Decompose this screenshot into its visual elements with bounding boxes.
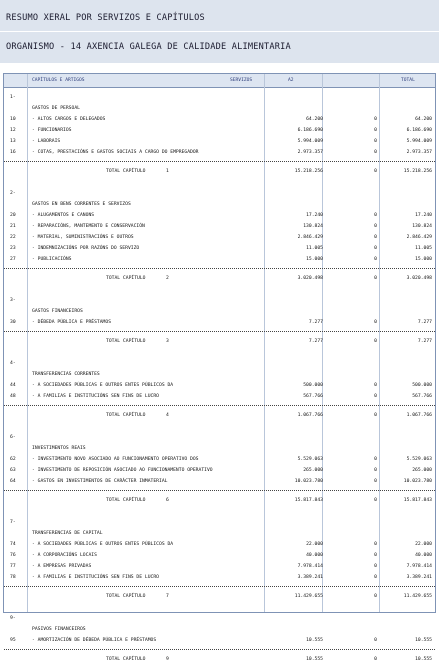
table-row (4, 477, 435, 488)
chapter-title-row (4, 444, 435, 455)
table-row (4, 381, 435, 392)
article-zero-amount: 0 (374, 224, 377, 229)
chapter-total-number: 9 (166, 657, 169, 662)
article-total-amount: 11.005 (415, 246, 432, 251)
article-code: 63 (10, 468, 16, 473)
report-title (0, 0, 439, 31)
chapter-total-amount: 3.020.498 (406, 276, 432, 281)
article-description: - A SOCIEDADES PÚBLICAS E OUTROS ENTES PÚBLICOS DA (32, 383, 174, 388)
article-description: - GASTOS EN INVESTIMENTOS DE CARÁCTER INMATERIAL (32, 479, 168, 484)
chapter-code: 9- (10, 616, 16, 621)
chapter-total-number: 1 (166, 169, 169, 174)
article-code: 77 (10, 564, 16, 569)
chapter-title-row (4, 307, 435, 318)
chapter-total-label: TOTAL CAPÍTULO (106, 276, 146, 281)
article-total-amount: 265.000 (412, 468, 432, 473)
article-code: 44 (10, 383, 16, 388)
table-row (4, 318, 435, 329)
article-a2-amount: 17.240 (306, 213, 323, 218)
table-row (4, 466, 435, 477)
article-zero-amount: 0 (374, 128, 377, 133)
article-a2-amount: 6.186.690 (297, 128, 323, 133)
chapter-total-zero: 0 (374, 594, 377, 599)
chapter-total-row (4, 496, 435, 507)
article-total-amount: 64.200 (415, 117, 432, 122)
subtotal-separator (4, 161, 435, 162)
chapter-total-zero: 0 (374, 498, 377, 503)
chapter-total-a2: 10.555 (306, 657, 323, 662)
chapter-code-row (4, 189, 435, 200)
table-header (4, 74, 435, 88)
article-description: - INDEMNIZACIÓNS POR RAZÓNS DO SERVIZO (32, 246, 140, 251)
chapter-total-zero: 0 (374, 169, 377, 174)
chapter-total-zero: 0 (374, 657, 377, 662)
column-header-total: TOTAL (401, 78, 415, 83)
column-header-a2: A2 (288, 78, 294, 83)
article-a2-amount: 15.000 (306, 257, 323, 262)
article-code: 62 (10, 457, 16, 462)
table-row (4, 573, 435, 584)
article-description: - PUBLICACIÓNS (32, 257, 72, 262)
chapter-code: 4- (10, 361, 16, 366)
table-row (4, 255, 435, 266)
article-zero-amount: 0 (374, 139, 377, 144)
chapter-title: PASIVOS FINANCEIROS (32, 627, 86, 632)
table-row (4, 148, 435, 159)
article-a2-amount: 11.005 (306, 246, 323, 251)
article-zero-amount: 0 (374, 638, 377, 643)
table-row (4, 392, 435, 403)
table-row (4, 540, 435, 551)
subtotal-separator (4, 405, 435, 406)
article-total-amount: 2.846.429 (406, 235, 432, 240)
article-zero-amount: 0 (374, 575, 377, 580)
chapter-code-row (4, 614, 435, 625)
chapter-total-zero: 0 (374, 339, 377, 344)
chapter-total-row (4, 655, 435, 666)
article-total-amount: 5.994.009 (406, 139, 432, 144)
chapter-total-amount: 10.555 (415, 657, 432, 662)
chapter-code-row (4, 359, 435, 370)
chapter-total-amount: 11.429.655 (403, 594, 432, 599)
article-code: 21 (10, 224, 16, 229)
article-description: - FUNCIONARIOS (32, 128, 72, 133)
table-row (4, 551, 435, 562)
article-total-amount: 17.240 (415, 213, 432, 218)
article-description: - INVESTIMENTO DE REPOSICIÓN ASOCIADO AO FUNCIONAMENTO OPERATIVO (32, 468, 213, 473)
chapter-title: INVESTIMENTOS REAIS (32, 446, 86, 451)
chapter-title-row (4, 104, 435, 115)
article-zero-amount: 0 (374, 235, 377, 240)
article-a2-amount: 10.555 (306, 638, 323, 643)
article-a2-amount: 5.529.063 (297, 457, 323, 462)
article-code: 13 (10, 139, 16, 144)
article-description: - LABORAIS (32, 139, 61, 144)
article-zero-amount: 0 (374, 257, 377, 262)
article-a2-amount: 265.000 (303, 468, 323, 473)
article-a2-amount: 7.978.414 (297, 564, 323, 569)
article-total-amount: 130.824 (412, 224, 432, 229)
article-code: 30 (10, 320, 16, 325)
chapter-code: 1- (10, 95, 16, 100)
subtotal-separator (4, 331, 435, 332)
article-zero-amount: 0 (374, 383, 377, 388)
chapter-total-a2: 1.067.766 (297, 413, 323, 418)
chapter-code: 2- (10, 191, 16, 196)
chapter-total-label: TOTAL CAPÍTULO (106, 594, 146, 599)
article-zero-amount: 0 (374, 457, 377, 462)
article-total-amount: 500.000 (412, 383, 432, 388)
chapter-total-zero: 0 (374, 276, 377, 281)
chapter-total-zero: 0 (374, 413, 377, 418)
chapter-total-number: 6 (166, 498, 169, 503)
table-row (4, 636, 435, 647)
subtotal-separator (4, 268, 435, 269)
column-header-services: SERVIZOS (230, 78, 253, 83)
organism-title (0, 32, 439, 63)
article-a2-amount: 10.023.780 (294, 479, 323, 484)
table-row (4, 455, 435, 466)
article-code: 23 (10, 246, 16, 251)
article-total-amount: 5.529.063 (406, 457, 432, 462)
article-zero-amount: 0 (374, 394, 377, 399)
chapter-total-number: 4 (166, 413, 169, 418)
table-row (4, 126, 435, 137)
article-a2-amount: 567.766 (303, 394, 323, 399)
chapter-total-amount: 15.218.256 (403, 169, 432, 174)
article-description: - AMORTIZACIÓN DE DÉBEDA PÚBLICA E PRÉSTAMOS (32, 638, 157, 643)
article-code: 74 (10, 542, 16, 547)
article-description: - ALTOS CARGOS E DELEGADOS (32, 117, 106, 122)
article-code: 16 (10, 150, 16, 155)
article-a2-amount: 3.389.241 (297, 575, 323, 580)
article-description: - A CORPORACIÓNS LOCAIS (32, 553, 97, 558)
article-a2-amount: 130.824 (303, 224, 323, 229)
article-total-amount: 22.000 (415, 542, 432, 547)
article-a2-amount: 64.200 (306, 117, 323, 122)
article-code: 48 (10, 394, 16, 399)
chapter-code: 3- (10, 298, 16, 303)
chapter-code-row (4, 518, 435, 529)
article-description: - DÉBEDA PÚBLICA E PRÉSTAMOS (32, 320, 112, 325)
chapter-total-label: TOTAL CAPÍTULO (106, 413, 146, 418)
article-total-amount: 7.978.414 (406, 564, 432, 569)
chapter-code-row (4, 93, 435, 104)
article-description: - A FAMILIAS E INSTITUCIÓNS SEN FINS DE LUCRO (32, 394, 159, 399)
article-a2-amount: 500.000 (303, 383, 323, 388)
subtotal-separator (4, 649, 435, 650)
chapter-total-a2: 15.218.256 (294, 169, 323, 174)
chapter-title: GASTOS EN BENS CORRENTES E SERVIZOS (32, 202, 131, 207)
chapter-total-row (4, 337, 435, 348)
chapter-total-label: TOTAL CAPÍTULO (106, 339, 146, 344)
article-description: - A SOCIEDADES PÚBLICAS E OUTROS ENTES PÚBLICOS DA (32, 542, 174, 547)
chapter-code-row (4, 433, 435, 444)
subtotal-separator (4, 490, 435, 491)
article-total-amount: 6.186.690 (406, 128, 432, 133)
article-zero-amount: 0 (374, 564, 377, 569)
chapter-total-amount: 7.277 (417, 339, 432, 344)
article-description: - MATERIAL, SUMINISTRACIÓNS E OUTROS (32, 235, 134, 240)
chapter-total-a2: 3.020.498 (297, 276, 323, 281)
chapter-code: 7- (10, 520, 16, 525)
subtotal-separator (4, 586, 435, 587)
article-total-amount: 15.000 (415, 257, 432, 262)
article-zero-amount: 0 (374, 479, 377, 484)
table-row (4, 222, 435, 233)
article-code: 27 (10, 257, 16, 262)
chapter-title-row (4, 370, 435, 381)
article-code: 12 (10, 128, 16, 133)
column-header-chapters: CAPÍTULOS E ARTIGOS (32, 78, 85, 83)
summary-table (3, 73, 436, 662)
article-total-amount: 2.973.357 (406, 150, 432, 155)
article-code: 64 (10, 479, 16, 484)
chapter-total-number: 3 (166, 339, 169, 344)
article-description: - INVESTIMENTO NOVO ASOCIADO AO FUNCIONAMENTO OPERATIVO DOS (32, 457, 199, 462)
chapter-title: GASTOS FINANCEIROS (32, 309, 83, 314)
chapter-total-label: TOTAL CAPÍTULO (106, 169, 146, 174)
article-total-amount: 40.000 (415, 553, 432, 558)
table-row (4, 562, 435, 573)
chapter-title: GASTOS DE PERSOAL (32, 106, 80, 111)
article-description: - A FAMILIAS E INSTITUCIÓNS SEN FINS DE LUCRO (32, 575, 159, 580)
article-description: - ALUGAMENTOS E CANONS (32, 213, 95, 218)
chapter-total-a2: 15.817.843 (294, 498, 323, 503)
article-total-amount: 3.389.241 (406, 575, 432, 580)
chapter-total-row (4, 592, 435, 603)
article-code: 78 (10, 575, 16, 580)
chapter-total-number: 7 (166, 594, 169, 599)
chapter-code: 6- (10, 435, 16, 440)
table-row (4, 233, 435, 244)
article-zero-amount: 0 (374, 553, 377, 558)
article-total-amount: 10.023.780 (403, 479, 432, 484)
article-code: 95 (10, 638, 16, 643)
chapter-title-row (4, 625, 435, 636)
chapter-total-a2: 11.429.655 (294, 594, 323, 599)
chapter-total-amount: 15.817.843 (403, 498, 432, 503)
report-title-text: RESUMO XERAL POR SERVIZOS E CAPÍTULOS (6, 13, 205, 23)
article-a2-amount: 2.973.357 (297, 150, 323, 155)
article-description: - COTAS, PRESTACIÓNS E GASTOS SOCIAIS A CARGO DO EMPREGADOR (32, 150, 199, 155)
article-code: 10 (10, 117, 16, 122)
article-a2-amount: 22.000 (306, 542, 323, 547)
article-zero-amount: 0 (374, 542, 377, 547)
article-zero-amount: 0 (374, 117, 377, 122)
chapter-title-row (4, 200, 435, 211)
chapter-code-row (4, 296, 435, 307)
table-row (4, 115, 435, 126)
chapter-total-row (4, 274, 435, 285)
table-row (4, 244, 435, 255)
chapter-total-label: TOTAL CAPÍTULO (106, 498, 146, 503)
chapter-total-amount: 1.067.766 (406, 413, 432, 418)
table-row (4, 137, 435, 148)
chapter-total-row (4, 167, 435, 178)
article-description: - A EMPRESAS PRIVADAS (32, 564, 92, 569)
article-zero-amount: 0 (374, 320, 377, 325)
article-total-amount: 567.766 (412, 394, 432, 399)
chapter-title: TRANSFERENCIAS CORRENTES (32, 372, 100, 377)
article-code: 20 (10, 213, 16, 218)
chapter-total-a2: 7.277 (308, 339, 323, 344)
article-a2-amount: 7.277 (308, 320, 323, 325)
article-a2-amount: 5.994.009 (297, 139, 323, 144)
chapter-title: TRANSFERENCIAS DE CAPITAL (32, 531, 103, 536)
article-code: 22 (10, 235, 16, 240)
article-zero-amount: 0 (374, 150, 377, 155)
article-a2-amount: 40.000 (306, 553, 323, 558)
article-description: - REPARACIÓNS, MANTEMENTO E CONSERVACIÓN (32, 224, 145, 229)
article-zero-amount: 0 (374, 246, 377, 251)
article-total-amount: 10.555 (415, 638, 432, 643)
article-code: 76 (10, 553, 16, 558)
organism-title-text: ORGANISMO - 14 AXENCIA GALEGA DE CALIDADE ALIMENTARIA (6, 42, 291, 52)
article-zero-amount: 0 (374, 213, 377, 218)
article-total-amount: 7.277 (417, 320, 432, 325)
article-a2-amount: 2.846.429 (297, 235, 323, 240)
article-zero-amount: 0 (374, 468, 377, 473)
table-row (4, 211, 435, 222)
chapter-total-row (4, 411, 435, 422)
chapter-total-number: 2 (166, 276, 169, 281)
chapter-total-label: TOTAL CAPÍTULO (106, 657, 146, 662)
chapter-title-row (4, 529, 435, 540)
